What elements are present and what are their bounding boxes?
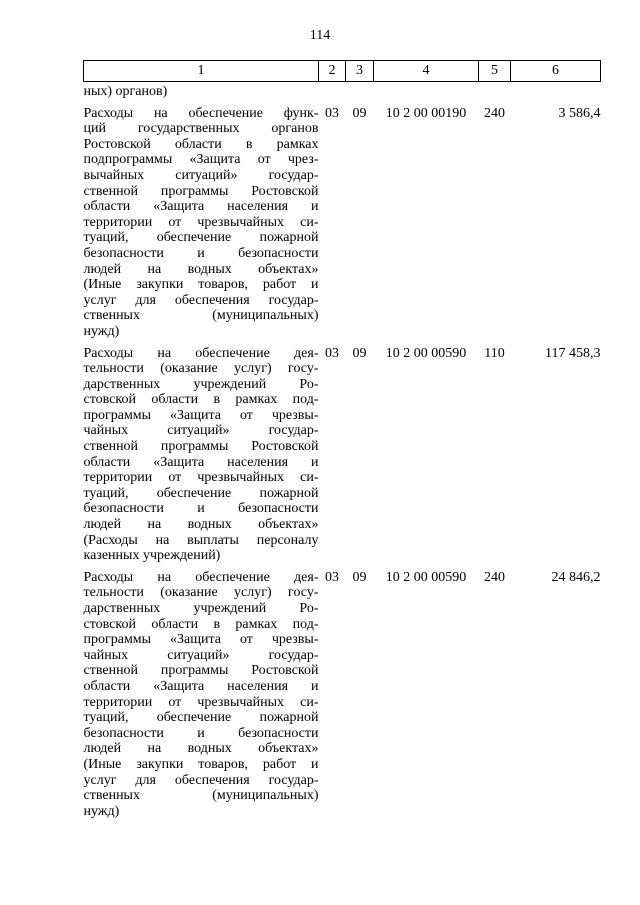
target-article-code: 10 2 00 00590 [385, 569, 467, 585]
page-number: 114 [309, 28, 331, 43]
description-line: (Иные закупки товаров, работ и [83, 277, 319, 293]
subsection-code: 09 [352, 569, 367, 585]
description-line: области «Защита населения и [83, 454, 319, 470]
column-header: 6 [511, 61, 601, 82]
description-line: чайных ситуаций» государ- [83, 423, 319, 439]
amount-value: 24 846,2 [551, 569, 601, 585]
description-line: ственной программы Ростовской [83, 183, 319, 199]
description-line: программы «Защита от чрезвы- [83, 407, 319, 423]
column-header: 3 [346, 61, 374, 82]
description-line: туаций, обеспечение пожарной [83, 710, 319, 726]
subsection-code: 09 [352, 105, 367, 121]
description-line: дарственных учреждений Ро- [83, 601, 319, 616]
description-line: ственной программы Ростовской [83, 663, 319, 679]
expense-type-code: 240 [484, 569, 505, 585]
description-line: ственных (муниципальных) [83, 308, 319, 324]
column-header: 2 [319, 61, 346, 82]
continuation-row [84, 82, 601, 100]
description-line: тельности (оказание услуг) госу- [83, 361, 319, 377]
expense-type-code: 110 [484, 345, 505, 361]
description-line: туаций, обеспечение пожарной [83, 485, 319, 501]
continuation-text: ных) органов) [83, 84, 168, 99]
table-row [84, 100, 601, 340]
description-line: людей на водных объектах» [83, 517, 319, 533]
description-line: нужд) [83, 323, 120, 339]
description-line: области «Защита населения и [83, 199, 319, 215]
column-header: 4 [374, 61, 479, 82]
description-line: программы «Защита от чрезвы- [83, 632, 319, 648]
description-line: людей на водных объектах» [83, 261, 319, 277]
description-line: казенных учреждений) [83, 548, 221, 564]
description-line: безопасности и безопасности [83, 501, 319, 517]
description-line: ций государственных органов [83, 121, 319, 137]
description-line: Расходы на обеспечение дея- [83, 345, 319, 361]
description-line: стовской области в рамках под- [83, 616, 319, 632]
description-line: ственных (муниципальных) [83, 788, 319, 804]
row-description [84, 100, 319, 340]
description-line: подпрограммы «Защита от чрез- [83, 152, 319, 168]
description-line: Расходы на обеспечение функ- [83, 105, 319, 121]
description-line: территории от чрезвычайных си- [83, 694, 319, 710]
table-row [84, 340, 601, 564]
description-line: вычайных ситуаций» государ- [83, 167, 319, 183]
description-line: территории от чрезвычайных си- [83, 470, 319, 486]
target-article-code: 10 2 00 00590 [385, 345, 467, 361]
description-line: (Иные закупки товаров, работ и [83, 756, 319, 772]
row-description [84, 564, 319, 820]
description-line: нужд) [83, 803, 120, 819]
description-line: чайных ситуаций» государ- [83, 647, 319, 663]
description-line: услуг для обеспечения государ- [83, 772, 319, 788]
subsection-code: 09 [352, 345, 367, 361]
description-line: людей на водных объектах» [83, 741, 319, 757]
description-line: туаций, обеспечение пожарной [83, 230, 319, 246]
description-line: ственной программы Ростовской [83, 439, 319, 455]
column-header: 5 [479, 61, 511, 82]
description-line: безопасности и безопасности [83, 725, 319, 741]
table-body [84, 82, 601, 820]
budget-table [83, 60, 601, 819]
expense-type-code: 240 [484, 105, 505, 121]
description-line: услуг для обеспечения государ- [83, 292, 319, 308]
section-code: 03 [325, 345, 339, 361]
description-line: (Расходы на выплаты персоналу [83, 532, 319, 548]
column-header: 1 [84, 61, 319, 82]
description-line: тельности (оказание услуг) госу- [83, 585, 319, 601]
table-header-row [84, 61, 601, 82]
row-description [84, 340, 319, 564]
description-line: Ростовской области в рамках [83, 136, 319, 152]
description-line: дарственных учреждений Ро- [83, 376, 319, 392]
description-line: области «Защита населения и [83, 678, 319, 694]
description-line: безопасности и безопасности [83, 245, 319, 261]
amount-value: 117 458,3 [545, 345, 601, 361]
table-row [84, 564, 601, 820]
description-line: стовской области в рамках под- [83, 392, 319, 408]
section-code: 03 [325, 569, 339, 585]
description-line: Расходы на обеспечение дея- [83, 569, 319, 585]
section-code: 03 [325, 105, 339, 121]
description-line: территории от чрезвычайных си- [83, 214, 319, 230]
target-article-code: 10 2 00 00190 [385, 105, 467, 121]
amount-value: 3 586,4 [558, 105, 601, 121]
